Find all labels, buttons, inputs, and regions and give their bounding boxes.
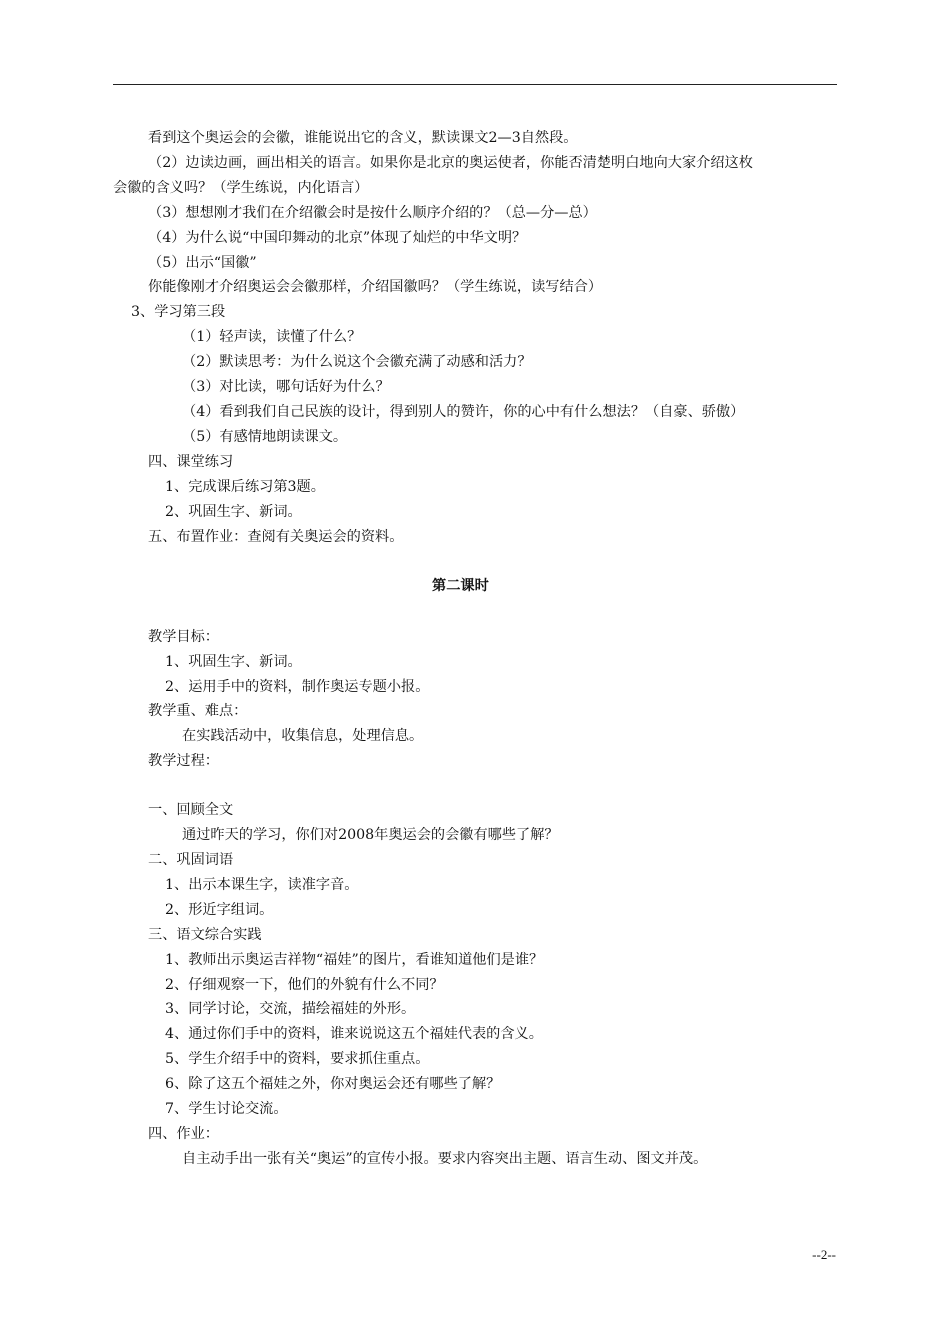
text-line: 5、学生介绍手中的资料，要求抓住重点。 xyxy=(165,1051,430,1067)
lesson-title: 第二课时 xyxy=(432,578,489,594)
text-line: 1、教师出示奥运吉祥物“福娃”的图片，看谁知道他们是谁？ xyxy=(165,952,544,968)
text-line: （3）想想刚才我们在介绍徽会时是按什么顺序介绍的？（总—分—总） xyxy=(148,205,597,221)
text-line: （2）边读边画，画出相关的语言。如果你是北京的奥运使者，你能否清楚明白地向大家介绍这枚 xyxy=(148,155,753,171)
text-line: 1、出示本课生字，读准字音。 xyxy=(165,877,359,893)
text-line: （5）有感情地朗读课文。 xyxy=(182,429,348,445)
section-heading: 二、巩固词语 xyxy=(148,852,234,868)
page-number: --2-- xyxy=(812,1247,836,1262)
text-line: 2、形近字组词。 xyxy=(165,902,274,918)
section-heading: 一、回顾全文 xyxy=(148,802,234,818)
section-heading: 三、语文综合实践 xyxy=(148,927,262,943)
text-line: 自主动手出一张有关“奥运”的宣传小报。要求内容突出主题、语言生动、图文并茂。 xyxy=(182,1151,708,1167)
section-heading: 五、布置作业：查阅有关奥运会的资料。 xyxy=(148,529,404,545)
text-line: 6、除了这五个福娃之外，你对奥运会还有哪些了解？ xyxy=(165,1076,501,1092)
text-line: （3）对比读，哪句话好为什么？ xyxy=(182,379,390,395)
section-heading: 四、课堂练习 xyxy=(148,454,234,470)
text-line: 4、通过你们手中的资料，谁来说说这五个福娃代表的含义。 xyxy=(165,1026,543,1042)
text-line: 看到这个奥运会的会徽，谁能说出它的含义，默读课文2—3自然段。 xyxy=(148,130,578,146)
text-line: （4）看到我们自己民族的设计，得到别人的赞许，你的心中有什么想法？（自豪、骄傲） xyxy=(182,404,745,420)
text-line: （1）轻声读，读懂了什么？ xyxy=(182,329,362,345)
section-heading: 3、学习第三段 xyxy=(131,304,226,320)
text-line: 7、学生讨论交流。 xyxy=(165,1101,288,1117)
text-line: 3、同学讨论，交流，描绘福娃的外形。 xyxy=(165,1001,416,1017)
text-line: （4）为什么说“中国印舞动的北京”体现了灿烂的中华文明？ xyxy=(148,230,527,246)
text-line: （5）出示“国徽” xyxy=(148,255,257,271)
text-line: （2）默读思考：为什么说这个会徽充满了动感和活力？ xyxy=(182,354,532,370)
text-line: 会徽的含义吗？（学生练说，内化语言） xyxy=(113,180,369,196)
text-line: 1、巩固生字、新词。 xyxy=(165,654,302,670)
text-line: 2、运用手中的资料，制作奥运专题小报。 xyxy=(165,679,430,695)
text-line: 2、仔细观察一下，他们的外貌有什么不同？ xyxy=(165,977,444,993)
header-rule xyxy=(113,84,837,85)
text-line: 在实践活动中，收集信息，处理信息。 xyxy=(182,728,424,744)
text-line: 你能像刚才介绍奥运会会徽那样，介绍国徽吗？（学生练说，读写结合） xyxy=(148,279,603,295)
text-line: 通过昨天的学习，你们对2008年奥运会的会徽有哪些了解？ xyxy=(182,827,559,843)
text-line: 2、巩固生字、新词。 xyxy=(165,504,302,520)
section-heading: 四、作业： xyxy=(148,1126,219,1142)
text-line: 1、完成课后练习第3题。 xyxy=(165,479,325,495)
section-heading: 教学过程： xyxy=(148,753,219,769)
section-heading: 教学目标： xyxy=(148,629,219,645)
section-heading: 教学重、难点： xyxy=(148,703,248,719)
